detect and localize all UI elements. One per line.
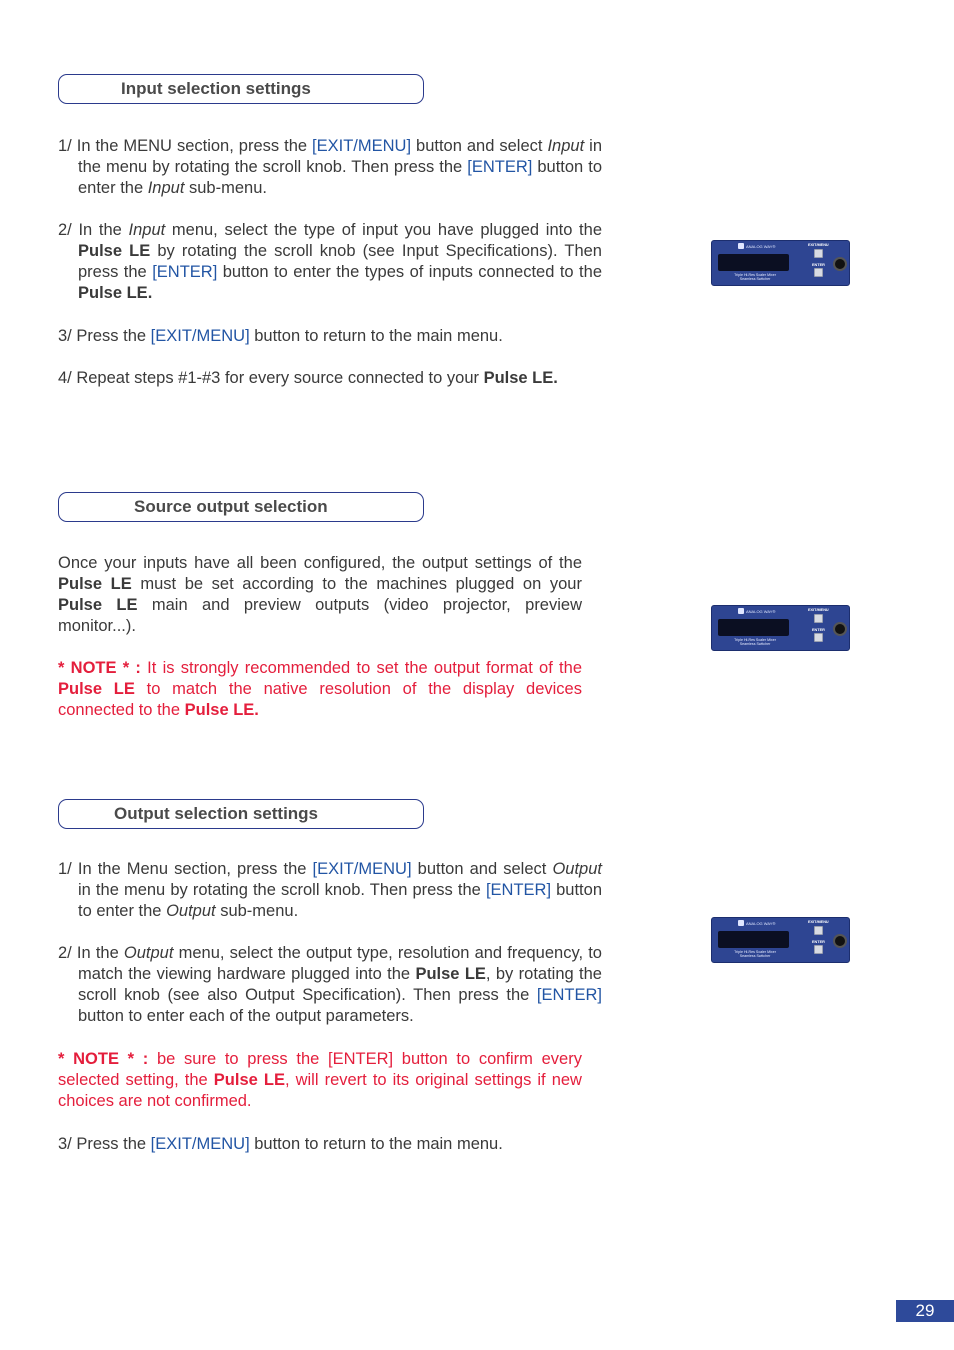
text: menu, select the output type, resolution and frequency, to match the viewing hardware plugged into the — [78, 944, 602, 983]
exit-menu-label: EXIT/MENU — [808, 920, 829, 924]
output-selection-title: Output selection settings — [114, 804, 319, 823]
text: button to enter the — [78, 881, 602, 920]
text: menu, select the type of input you have plugged into the — [165, 221, 602, 239]
text: button and select — [411, 137, 548, 155]
model-line: Triple Hi-Res Scaler Mixer — [734, 638, 776, 642]
scroll-knob-icon — [833, 257, 847, 271]
input-step-3 — [58, 326, 602, 347]
lcd-display — [718, 619, 789, 636]
device-model — [722, 950, 788, 958]
text: Once your inputs have all been configured, the output settings of the — [58, 554, 582, 572]
text: button to enter the types of inputs connected to the — [217, 263, 602, 281]
enter-label: ENTER — [812, 628, 825, 632]
text: button to return to the main menu. — [249, 1135, 503, 1153]
input-term: Input — [128, 221, 166, 239]
output-term: Output — [123, 944, 174, 962]
model-line: Seamless Switcher — [739, 277, 771, 281]
page-number: 29 — [896, 1300, 954, 1322]
text: 4/ Repeat steps #1-#3 for every source connected to your — [58, 369, 484, 387]
text: main and preview outputs (video projector, preview monitor...). — [58, 596, 582, 635]
exit-menu-button-graphic — [814, 614, 823, 623]
scroll-knob-icon — [833, 934, 847, 948]
device-front-panel-image — [711, 917, 850, 963]
text: 2/ In the — [58, 221, 129, 239]
input-step-2 — [58, 220, 602, 304]
output-term: Output — [552, 860, 602, 878]
text: 1/ In the MENU section, press the — [58, 137, 313, 155]
exit-menu-label: EXIT/MENU — [808, 608, 829, 612]
enter-label: ENTER — [812, 940, 825, 944]
enter-button-graphic — [814, 633, 823, 642]
exit-menu-button-graphic — [814, 926, 823, 935]
product-name: Pulse LE — [213, 1071, 285, 1089]
text: must be set according to the machines plugged on your — [131, 575, 582, 593]
note-label: * NOTE * : — [58, 1050, 149, 1068]
input-step-1 — [58, 136, 602, 199]
product-name: Pulse LE — [78, 242, 151, 260]
brand-logo-icon — [738, 920, 744, 926]
source-output-header — [58, 492, 424, 522]
exit-menu-ref: [EXIT/MENU] — [150, 327, 250, 345]
text: sub-menu. — [215, 902, 299, 920]
output-step-1 — [58, 859, 602, 922]
model-line: Triple Hi-Res Scaler Mixer — [734, 950, 776, 954]
text: button and select — [411, 860, 553, 878]
input-term: Input — [547, 137, 585, 155]
product-name: Pulse LE — [58, 596, 138, 614]
product-name: Pulse LE. — [78, 284, 153, 302]
product-name: Pulse LE — [415, 965, 486, 983]
source-output-title: Source output selection — [134, 497, 328, 516]
device-brand: ANALOG WAY® — [746, 921, 776, 926]
exit-menu-button-graphic — [814, 249, 823, 258]
enter-ref: [ENTER] — [536, 986, 602, 1004]
product-name: Pulse LE. — [184, 701, 259, 719]
device-brand: ANALOG WAY® — [746, 609, 776, 614]
text: 3/ Press the — [58, 327, 151, 345]
lcd-display — [718, 931, 789, 948]
source-paragraph — [58, 553, 582, 637]
input-term: Input — [147, 179, 185, 197]
exit-menu-ref: [EXIT/MENU] — [150, 1135, 250, 1153]
enter-ref: [ENTER] — [485, 881, 552, 899]
device-model — [722, 638, 788, 646]
device-front-panel-image — [711, 240, 850, 286]
text: It is strongly recommended to set the output format of the — [140, 659, 582, 677]
text: , by rotating the scroll knob (see also Output Specification). Then press the — [78, 965, 602, 1004]
exit-menu-ref: [EXIT/MENU] — [312, 860, 412, 878]
scroll-knob-icon — [833, 622, 847, 636]
enter-button-graphic — [814, 945, 823, 954]
text: sub-menu. — [184, 179, 267, 197]
lcd-display — [718, 254, 789, 271]
enter-label: ENTER — [812, 263, 825, 267]
text: in the menu by rotating the scroll knob. Then press the — [78, 137, 602, 176]
device-front-panel-image — [711, 605, 850, 651]
output-step-2 — [58, 943, 602, 1027]
text: 1/ In the Menu section, press the — [58, 860, 313, 878]
input-selection-title: Input selection settings — [121, 79, 311, 98]
model-line: Seamless Switcher — [739, 954, 771, 958]
input-step-4 — [58, 368, 582, 389]
brand-logo-icon — [738, 243, 744, 249]
enter-ref: [ENTER] — [152, 263, 218, 281]
enter-ref: [ENTER] — [467, 158, 533, 176]
input-selection-header — [58, 74, 424, 104]
enter-button-graphic — [814, 268, 823, 277]
device-model — [722, 273, 788, 281]
text: button to enter each of the output parameters. — [78, 1007, 414, 1025]
text: 2/ In the — [58, 944, 124, 962]
exit-menu-label: EXIT/MENU — [808, 243, 829, 247]
text: button to enter the — [78, 158, 602, 197]
exit-menu-ref: [EXIT/MENU] — [312, 137, 412, 155]
text: in the menu by rotating the scroll knob. Then press the — [78, 881, 486, 899]
product-name: Pulse LE — [58, 680, 135, 698]
output-term: Output — [166, 902, 216, 920]
text: button to return to the main menu. — [249, 327, 503, 345]
model-line: Triple Hi-Res Scaler Mixer — [734, 273, 776, 277]
output-note — [58, 1049, 582, 1112]
output-selection-header — [58, 799, 424, 829]
device-brand: ANALOG WAY® — [746, 244, 776, 249]
product-name: Pulse LE — [58, 575, 132, 593]
brand-logo-icon — [738, 608, 744, 614]
model-line: Seamless Switcher — [739, 642, 771, 646]
product-name: Pulse LE. — [483, 369, 558, 387]
text: to match the native resolution of the display devices connected to the — [58, 680, 582, 719]
note-label: * NOTE * : — [58, 659, 141, 677]
source-note — [58, 658, 582, 721]
text: be sure to press the [ENTER] button to confirm every selected setting, the — [58, 1050, 582, 1089]
text: 3/ Press the — [58, 1135, 151, 1153]
output-step-3 — [58, 1134, 602, 1155]
text: , will revert to its original settings if new choices are not confirmed. — [58, 1071, 582, 1110]
text: by rotating the scroll knob (see Input Specifications). Then press the — [78, 242, 602, 281]
